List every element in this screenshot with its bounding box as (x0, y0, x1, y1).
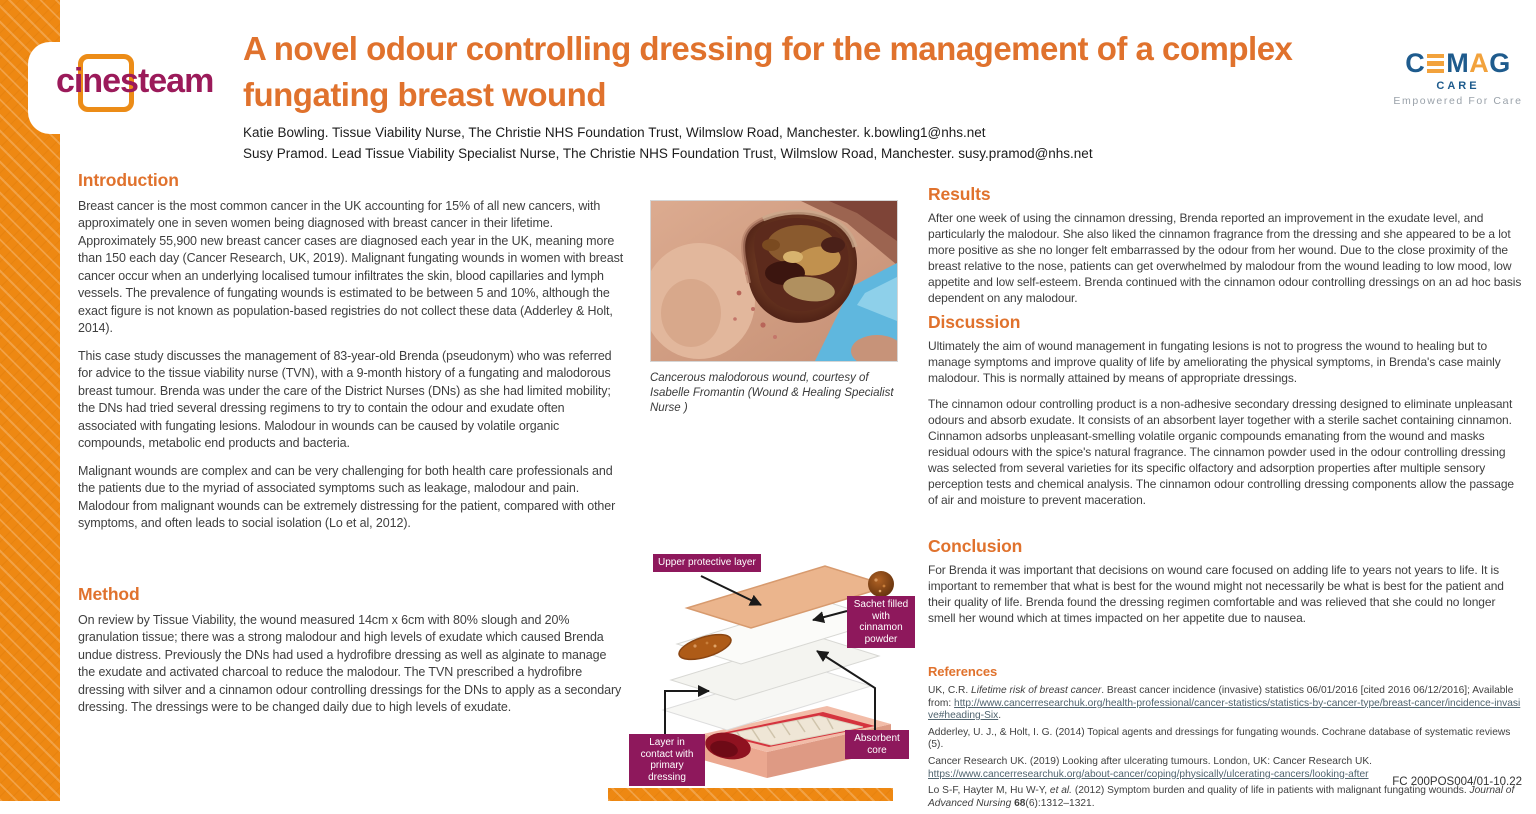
results-heading: Results (928, 184, 991, 204)
left-column (78, 170, 626, 714)
author-line: Susy Pramod. Lead Tissue Viability Specialist Nurse, The Christie NHS Foundation Trust, Wilmslow Road, Manchester. susy.pramod@nhs.net (243, 146, 1093, 161)
cemag-tagline: Empowered For Care (1393, 95, 1523, 107)
cemag-letter-m: M (1446, 48, 1470, 78)
cinesteam-logo-text: cinesteam (56, 62, 214, 100)
results-paragraph: After one week of using the cinnamon dressing, Brenda reported an improvement in the exudate level, and particularly the malodour. She also liked the cinnamon fragrance from the dressing and she appeared to be a lot more positive as she no longer felt embarrassed by the odour from her wound. Due to the close proximity of the breast relative to the nose, patients can get overwhelmed by malodour from the wound leading to low mood, low appetite and low self-esteem. Brenda continued with the cinnamon odour controlling dressings on an ad hoc basis dependent on any malodour. (928, 211, 1522, 305)
cemag-letter-e-bars-icon (1427, 54, 1444, 74)
discussion-heading: Discussion (928, 312, 1021, 332)
cinesteam-logo (50, 50, 220, 120)
references-heading: References (928, 664, 998, 679)
section-method (78, 586, 626, 727)
reference-text: Cancer Research UK. (2019) Looking after ulcerating tumours. London, UK: Cancer Research UK. (928, 755, 1372, 767)
dressing-diagram (625, 548, 915, 786)
section-discussion (928, 314, 1522, 518)
cemag-logo (1390, 48, 1526, 107)
section-introduction (78, 172, 626, 533)
reference-link[interactable]: http://www.cancerresearchuk.org/health-professional/cancer-statistics/statistics-by-cancer-type/breast-cancer/incidence-invasive#heading-Six (928, 697, 1521, 722)
reference-text: UK, C.R. (928, 685, 972, 696)
reference-item (928, 727, 1522, 752)
discussion-paragraph: Ultimately the aim of wound management in fungating lesions is not to progress the wound to healing but to manage symptoms and improve quality of life by ameliorating the physical symptoms, in Brenda's case mainly malodour. This is normally attained by means of appropriate dressings. (928, 339, 1501, 385)
footer-code: FC 200POS004/01-10.22 (1392, 776, 1522, 788)
discussion-paragraph: The cinnamon odour controlling product is a non-adhesive secondary dressing designed to eliminate unpleasant odours and absorb exudate. It consists of an absorbent layer together with a sterile sachet containing cinnamon. Cinnamon adsorbs unpleasant-smelling volatile organic compounds emanating from the wound and masks residual odours with the spice's natural fragrance. The cinnamon powder used in the odour controlling dressing was selected from several varieties for its specific olfactory and adsorption properties after multiple sensory perception tests and chemical analysis. The cinnamon odour controlling dressing components allow the passage of air and moisture to prevent maceration. (928, 397, 1514, 507)
conclusion-heading: Conclusion (928, 536, 1023, 556)
authors-block (243, 122, 1093, 164)
diagram-label-sachet: Sachet filled with cinnamon powder (847, 596, 915, 648)
cemag-letter-c: C (1405, 48, 1426, 78)
wound-photo (650, 200, 898, 362)
references-list (928, 685, 1522, 810)
conclusion-paragraph: For Brenda it was important that decisions on wound care focused on adding life to years not years to life. It is important to remember that what is best for the wound might not necessarily be what is best for the patient and their quality of life. Brenda found the dressing regimen comfortable and was relieved that she could no longer smell her wound which at times impacted on her appetite due to nausea. (928, 563, 1504, 625)
reference-text: et al. (1049, 785, 1072, 797)
method-paragraph: On review by Tissue Viability, the wound measured 14cm x 6cm with 80% slough and 20% granulation tissue; there was a strong malodour and high levels of exudate which caused Brenda undue distress. Previously the DNs had used a hydrofibre dressing as well as alginate to manage the exudate and activated charcoal to reduce the malodour. The TVN prescribed a hydrofibre dressing with silver and a cinnamon odour controlling dressings for the DNs to apply as a secondary dressing. The dressings were to be changed daily due to high levels of exudate. (78, 612, 622, 714)
reference-link[interactable]: https://www.cancerresearchuk.org/about-cancer/coping/physically/ulcerating-cancers/looking-after (928, 768, 1369, 780)
introduction-paragraph: Malignant wounds are complex and can be very challenging for both health care professionals and the patients due to the myriad of associated symptoms such as leakage, malodour and pain. Malodour from malignant wounds can be extremely distressing for the patient, compared with other symptoms, and often leads to social isolation (Lo et al, 2012). (78, 463, 616, 530)
page-title (243, 26, 1292, 118)
cemag-letter-a: A (1469, 48, 1490, 78)
introduction-paragraph: This case study discusses the management of 83-year-old Brenda (pseudonym) who was referred for advice to the tissue viability nurse (TVN), with a 9-month history of a fungating and malodorous breast tumour. Brenda was under the care of the District Nurses (DNs) as she had limited mobility; the DNs had tried several dressing regimens to try to contain the odour and exudate often associated with fungating lesions. Malodour in wounds can be caused by volatile organic compounds, metabolic end products and bacteria. (78, 348, 612, 450)
reference-item (928, 785, 1522, 810)
reference-text: (2012) Symptom burden and quality of life in patients with malignant fungating wounds. (1072, 785, 1470, 797)
page-title-line2: fungating breast wound (243, 76, 606, 113)
page-title-line1: A novel odour controlling dressing for the management of a complex (243, 30, 1293, 67)
introduction-heading: Introduction (78, 170, 179, 190)
reference-item (928, 685, 1522, 723)
section-results (928, 186, 1522, 316)
reference-text: Lifetime risk of breast cancer (971, 685, 1102, 696)
cemag-logo-wordmark (1390, 48, 1526, 79)
diagram-label-contact-layer: Layer in contact with primary dressing (629, 734, 705, 786)
cemag-letter-g: G (1489, 48, 1511, 78)
photo-caption: Cancerous malodorous wound, courtesy of Isabelle Fromantin (Wound & Healing Specialist Nurse ) (650, 372, 894, 414)
reference-text: Adderley, U. J., & Holt, I. G. (2014) Topical agents and dressings for fungating wounds. Cochrane database of systematic reviews (5). (928, 726, 1511, 751)
wound-photo-figure (650, 200, 896, 416)
introduction-paragraph: Breast cancer is the most common cancer in the UK accounting for 15% of all new cancers, with approximately one in seven women being diagnosed with breast cancer in their lifetime. Approximately 55,900 new breast cancer cases are diagnosed each year in the UK, meaning more than 150 each day (Cancer Research, UK, 2019). Malignant fungating wounds in women with breast cancer occur when an underlying localised tumour infiltrates the skin, blood capillaries and lymph vessels. The prevalence of fungating wounds is estimated to be between 5 and 10%, although the exact figure is not known as population-based registries do not collect these data (Adderley & Holt, 2014). (78, 198, 624, 335)
reference-text: . (998, 710, 1002, 722)
cemag-care-label: CARE (1436, 80, 1480, 92)
section-conclusion (928, 538, 1522, 636)
author-line: Katie Bowling. Tissue Viability Nurse, The Christie NHS Foundation Trust, Wilmslow Road, Manchester. k.bowling1@nhs.net (243, 125, 986, 140)
reference-text: (6):1312–1321. (1025, 797, 1095, 809)
reference-text: Lo S-F, Hayter M, Hu W-Y, (928, 785, 1050, 797)
reference-text: Journal of Advanced Nursing (928, 785, 1515, 809)
method-heading: Method (78, 584, 140, 604)
section-references (928, 664, 1522, 814)
reference-text: . Breast cancer incidence (invasive) statistics 06/01/2016 [cited 2016 06/12/2016]; Available from: (928, 685, 1514, 709)
diagram-label-absorbent-core: Absorbent core (845, 730, 909, 759)
bottom-border-strip (608, 788, 893, 801)
reference-text: 68 (1014, 797, 1026, 809)
diagram-label-upper-protective-layer: Upper protective layer (653, 554, 761, 572)
